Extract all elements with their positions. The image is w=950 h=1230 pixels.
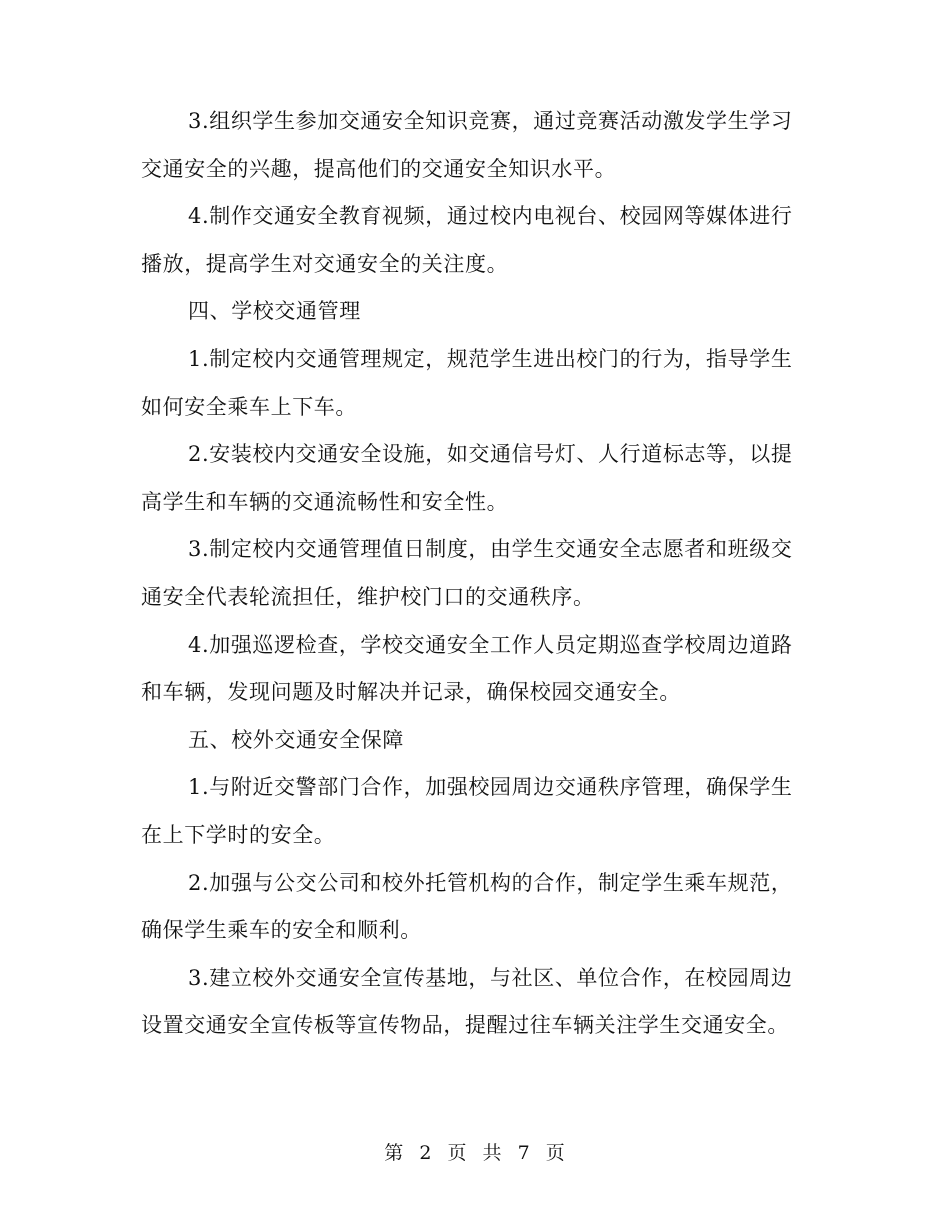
document-body [141, 98, 797, 1050]
paragraph-line: 2.加强与公交公司和校外托管机构的合作，制定学生乘车规范， [188, 870, 793, 895]
paragraph-line: 4.制作交通安全教育视频，通过校内电视台、校园网等媒体进行 [188, 204, 793, 229]
paragraph-s5-item1 [141, 764, 797, 859]
paragraph-line: 通安全代表轮流担任，维护校门口的交通秩序。 [141, 584, 595, 609]
paragraph-s4-item2 [141, 431, 797, 526]
section-heading-4: 四、学校交通管理 [188, 299, 361, 324]
paragraph-s4-item1 [141, 336, 797, 431]
paragraph-s3-item3 [141, 98, 797, 193]
paragraph-s4-item4 [141, 622, 797, 717]
footer-page-unit: 页 [447, 1142, 468, 1164]
paragraph-line: 4.加强巡逻检查，学校交通安全工作人员定期巡查学校周边道路 [188, 632, 793, 657]
footer-total-unit: 页 [545, 1142, 566, 1164]
footer-page-label: 第 [384, 1142, 405, 1164]
paragraph-line: 设置交通安全宣传板等宣传物品，提醒过往车辆关注学生交通安全。 [141, 1013, 789, 1038]
paragraph-s3-item4 [141, 193, 797, 288]
paragraph-line: 3.建立校外交通安全宣传基地，与社区、单位合作，在校园周边 [188, 965, 793, 990]
paragraph-line: 交通安全的兴趣，提高他们的交通安全知识水平。 [141, 156, 617, 181]
paragraph-line: 高学生和车辆的交通流畅性和安全性。 [141, 489, 509, 514]
page-footer [0, 1138, 950, 1165]
paragraph-line: 如何安全乘车上下车。 [141, 394, 357, 419]
paragraph-s5-item2 [141, 860, 797, 955]
paragraph-line: 播放，提高学生对交通安全的关注度。 [141, 251, 509, 276]
footer-page-number: 2 [419, 1142, 433, 1164]
paragraph-s4-item3 [141, 526, 797, 621]
footer-total-number: 7 [517, 1142, 531, 1164]
paragraph-line: 在上下学时的安全。 [141, 822, 336, 847]
paragraph-line: 2.安装校内交通安全设施，如交通信号灯、人行道标志等，以提 [188, 442, 793, 467]
paragraph-line: 1.与附近交警部门合作，加强校园周边交通秩序管理，确保学生 [188, 775, 793, 800]
paragraph-line: 3.组织学生参加交通安全知识竞赛，通过竞赛活动激发学生学习 [188, 109, 793, 133]
paragraph-line: 3.制定校内交通管理值日制度，由学生交通安全志愿者和班级交 [188, 537, 793, 562]
paragraph-line: 1.制定校内交通管理规定，规范学生进出校门的行为，指导学生 [188, 346, 793, 371]
paragraph-line: 和车辆，发现问题及时解决并记录，确保校园交通安全。 [141, 680, 681, 705]
section-heading-5: 五、校外交通安全保障 [188, 727, 404, 752]
footer-total-label: 共 [482, 1142, 503, 1164]
paragraph-s5-item3 [141, 955, 797, 1050]
paragraph-line: 确保学生乘车的安全和顺利。 [141, 918, 422, 943]
